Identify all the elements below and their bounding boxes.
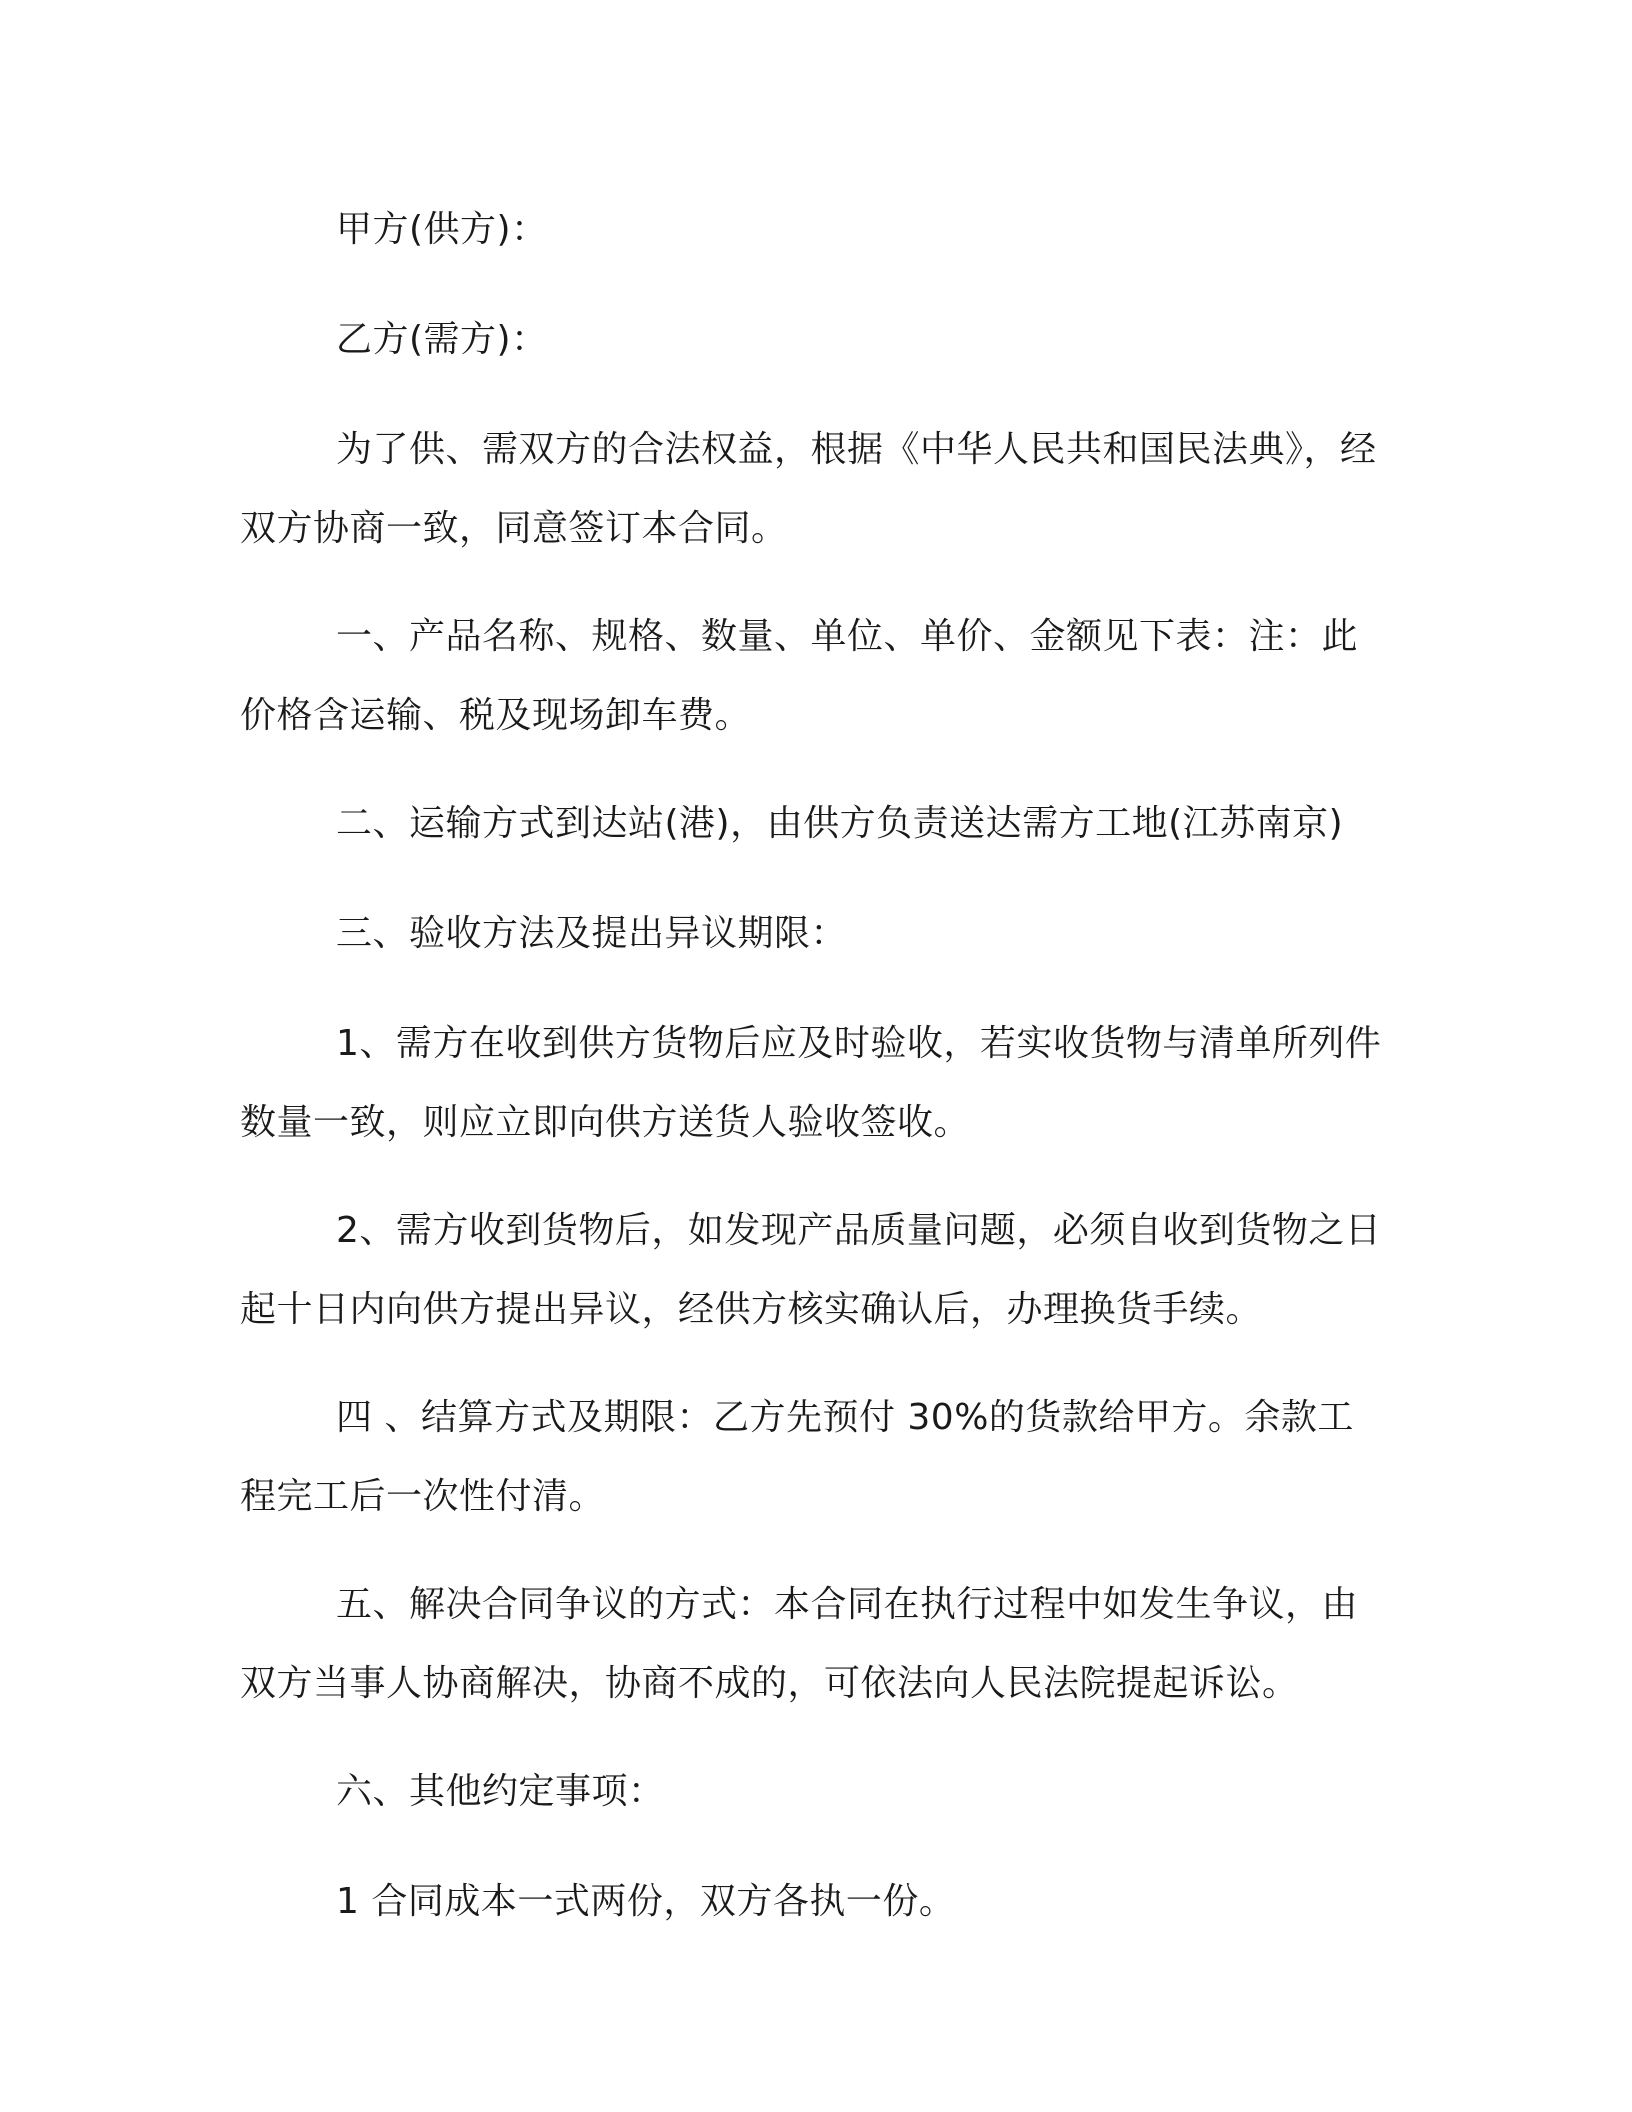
clause-5-paragraph: 五、解决合同争议的方式：本合同在执行过程中如发生争议，由双方当事人协商解决，协商不成的，可依法向人民法院提起诉讼。 xyxy=(240,1584,1359,1704)
party-a-line: 甲方(供方)： xyxy=(336,209,548,250)
clause-1-paragraph: 一、产品名称、规格、数量、单位、单价、金额见下表：注：此价格含运输、税及现场卸车费。 xyxy=(240,616,1359,736)
intro-paragraph: 为了供、需双方的合法权益，根据《中华人民共和国民法典》，经双方协商一致，同意签订本合同。 xyxy=(240,429,1377,549)
clause-2-paragraph: 二、运输方式到达站(港)，由供方负责送达需方工地(江苏南京) xyxy=(336,803,1344,844)
clause-3-item-2: 2、需方收到货物后，如发现产品质量问题，必须自收到货物之日起十日内向供方提出异议，经供方核实确认后，办理换货手续。 xyxy=(240,1210,1382,1330)
clause-3-item-1: 1、需方在收到供方货物后应及时验收，若实收货物与清单所列件数量一致，则应立即向供方送货人验收签收。 xyxy=(240,1023,1382,1143)
party-b-line: 乙方(需方)： xyxy=(336,319,548,360)
contract-body xyxy=(240,190,1390,1941)
clause-4-paragraph: 四 、结算方式及期限：乙方先预付 30%的货款给甲方。余款工程完工后一次性付清。 xyxy=(240,1397,1354,1517)
clause-3-heading: 三、验收方法及提出异议期限： xyxy=(336,913,848,954)
clause-6-item-1: 1 合同成本一式两份，双方各执一份。 xyxy=(336,1881,956,1922)
clause-6-heading: 六、其他约定事项： xyxy=(336,1771,665,1812)
